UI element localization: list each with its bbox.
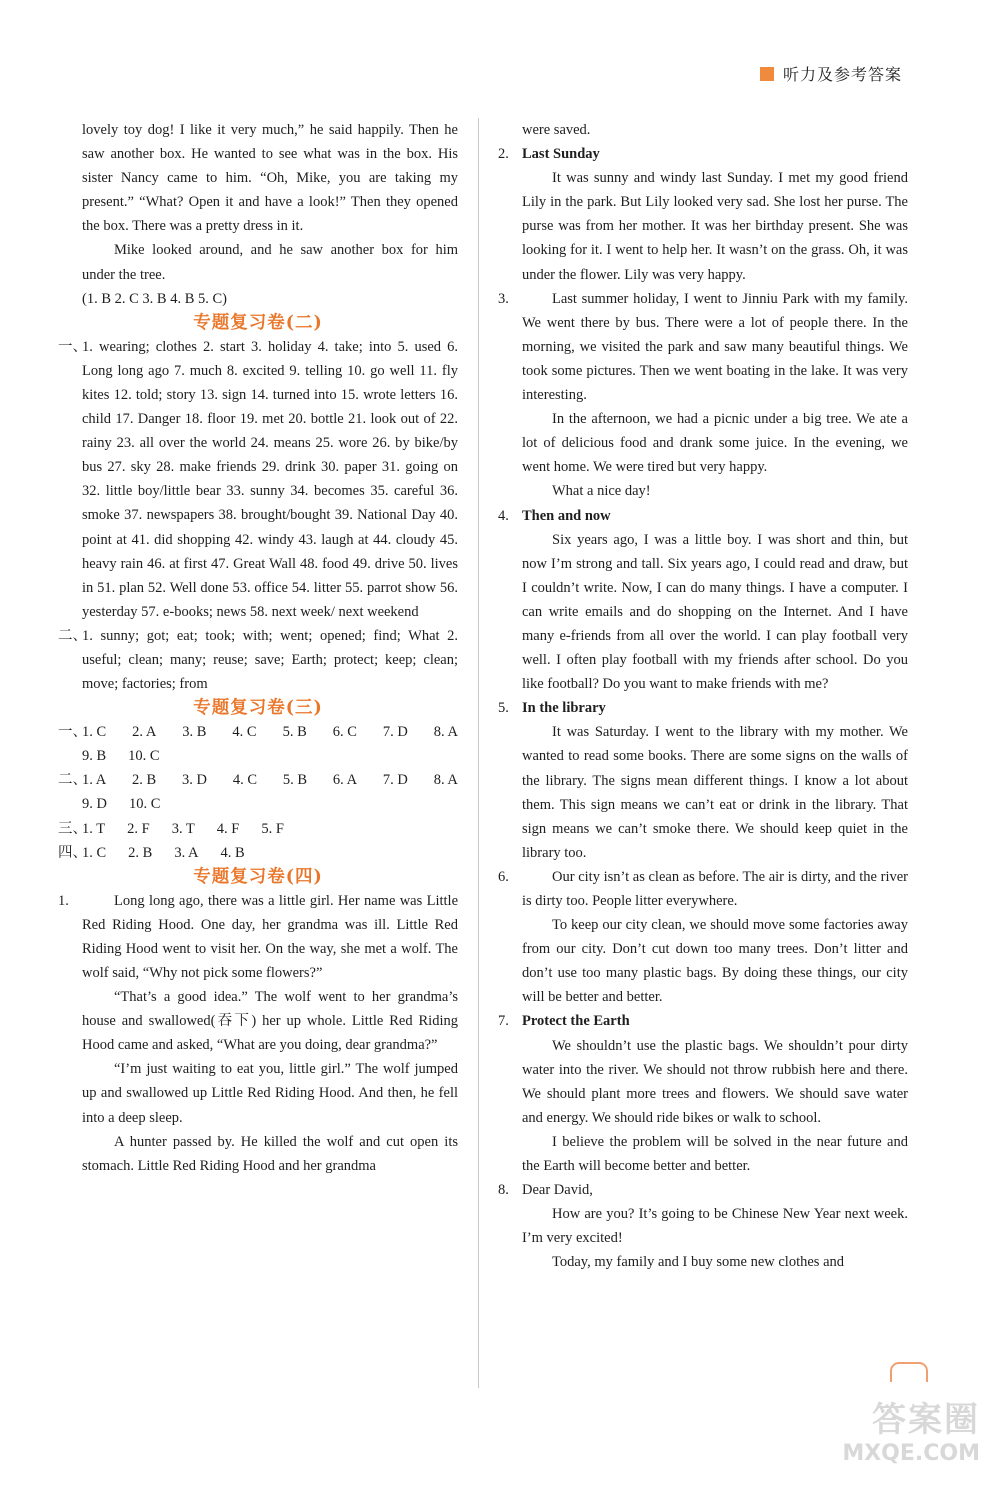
answer-item: 5. B <box>282 772 308 789</box>
story-paragraph-row <box>498 1202 908 1250</box>
item-number <box>498 407 522 479</box>
item-number: 1. <box>58 892 69 909</box>
page-number-badge <box>890 1362 928 1382</box>
answer-item: 6. A <box>332 772 358 789</box>
story-continuation: lovely toy dog! I like it very much,” he said happily. Then he saw another box. He wanted to see what was in the box. His sister Nancy came to him. “Oh, Mike, you are taking my present.” “What? Open it and have a look!” Then they opened the box. There was a pretty dress in it. <box>82 122 458 235</box>
item-number <box>498 1130 522 1178</box>
item-number: 8. <box>498 1182 509 1199</box>
story-paragraph-row <box>498 1034 908 1130</box>
answer-row <box>58 817 458 841</box>
answer-key: (1. B 2. C 3. B 4. B 5. C) <box>82 290 228 307</box>
story-paragraph: Long long ago, there was a little girl. Her name was Little Red Riding Hood. One day, her grandma was ill. Little Red Riding Hood went to visit her. On the way, she met a wolf. The wolf said, “Why not pick some flowers?” <box>82 892 458 981</box>
story-paragraph-row <box>498 166 908 286</box>
answer-row <box>58 768 458 792</box>
answer-item: 4. B <box>220 844 245 861</box>
story-paragraph: Six years ago, I was a little boy. I was short and thin, but now I’m strong and tall. Six years ago, I could read and draw, but I couldn’t write. Now, I can do many things. I have a computer. I can write emails and do shopping on the Internet. And I have many e-friends from all over the world. I can play football very well. I often play football with my friends after school. Do you like football? Do you want to make friends with me? <box>522 531 908 693</box>
answer-item: 4. F <box>216 820 240 837</box>
item-number <box>498 1250 522 1274</box>
answer-item: 7. D <box>382 772 408 789</box>
story-paragraph: We shouldn’t use the plastic bags. We shouldn’t pour dirty water into the river. We should not throw rubbish here and there. We should plant more trees and flowers. We should save water and energy. We should ride bikes or walk to school. <box>522 1037 908 1126</box>
item-number: 7. <box>498 1013 509 1030</box>
story-continuation: were saved. <box>522 122 591 138</box>
story-paragraph: To keep our city clean, we should move some factories away from our city. Don’t cut down too many trees. Don’t litter and don’t use too many plastic bags. By doing these things, our city will be better and better. <box>522 917 908 1006</box>
answer-item: 8. A <box>433 724 458 741</box>
answer-row <box>58 744 458 768</box>
story-heading-row <box>498 696 908 720</box>
story-paragraph-row <box>498 528 908 697</box>
item-number <box>498 166 522 286</box>
story-heading-row <box>498 1009 908 1033</box>
item-number <box>498 1034 522 1130</box>
right-column <box>498 118 908 1275</box>
left-column <box>58 118 458 1178</box>
item-number: 5. <box>498 700 509 717</box>
answer-item: 2. B <box>128 844 153 861</box>
story-heading-row <box>498 1178 908 1202</box>
part-label: 一、 <box>58 338 87 355</box>
row-label: 四、 <box>58 844 87 861</box>
story-paragraph: How are you? It’s going to be Chinese New Year next week. I’m very excited! <box>522 1206 908 1247</box>
story-title: In the library <box>522 700 606 717</box>
item-number: 4. <box>498 507 509 524</box>
story-title: Dear David, <box>522 1182 593 1199</box>
watermark-url: MXQE.COM <box>842 1441 980 1466</box>
row-label <box>58 792 82 816</box>
item-number: 6. <box>498 868 509 885</box>
row-label <box>58 744 82 768</box>
answer-item: 10. C <box>128 748 160 765</box>
answer-item: 9. D <box>82 796 107 813</box>
answer-item: 5. F <box>261 820 284 837</box>
section-title-3: 专题复习卷(三) <box>193 698 323 719</box>
story-paragraph: “That’s a good idea.” The wolf went to her grandma’s house and swallowed(吞下) her up whole. Little Red Riding Hood came and asked, “What are you doing, dear grandma?” <box>82 989 458 1054</box>
answer-row <box>58 792 458 816</box>
item-number <box>498 479 522 503</box>
answer-item: 1. A <box>82 772 107 789</box>
answer-rows <box>58 720 458 865</box>
answer-row <box>58 841 458 865</box>
story-paragraph: A hunter passed by. He killed the wolf and cut open its stomach. Little Red Riding Hood and her grandma <box>82 1133 458 1174</box>
story-paragraph: In the afternoon, we had a picnic under a big tree. We ate a lot of delicious food and drank some juice. In the evening, we went home. We were tired but very happy. <box>522 411 908 476</box>
orange-square-icon <box>760 67 774 81</box>
header-title: 听力及参考答案 <box>782 65 902 84</box>
answer-item: 7. D <box>382 724 408 741</box>
watermark <box>842 1392 980 1466</box>
story-item-1 <box>58 889 458 1178</box>
story-title: Then and now <box>522 507 611 524</box>
story-paragraph-row <box>498 1250 908 1274</box>
story-paragraph: What a nice day! <box>552 483 651 500</box>
story-paragraph: It was sunny and windy last Sunday. I met my good friend Lily in the park. But Lily looked very sad. She lost her purse. The purse was from her mother. It was her birthday present. She was looking for it. I went to help her. It wasn’t on the grass. Oh, it was under the flower. Lily was very happy. <box>522 170 908 283</box>
page-header <box>760 62 902 85</box>
answer-item: 6. C <box>332 724 357 741</box>
story-heading-row <box>498 142 908 166</box>
row-label: 三、 <box>58 820 87 837</box>
story-paragraph: Our city isn’t as clean as before. The air is dirty, and the river is dirty too. People litter everywhere. <box>522 868 908 909</box>
part-label: 二、 <box>58 627 87 644</box>
answer-item: 5. B <box>282 724 307 741</box>
item-number: 2. <box>498 146 509 163</box>
story-items <box>498 142 908 1274</box>
answer-item: 2. B <box>132 772 157 789</box>
answer-row <box>58 720 458 744</box>
story-paragraph-row <box>498 913 908 1009</box>
item-number <box>498 720 522 865</box>
story-paragraph-row <box>498 865 908 913</box>
answer-item: 3. A <box>174 844 199 861</box>
answer-item: 9. B <box>82 748 107 765</box>
story-paragraph-row <box>498 1130 908 1178</box>
story-paragraph-row <box>498 720 908 865</box>
answer-item: 1. C <box>82 844 107 861</box>
watermark-logo: 答案圈 <box>872 1400 980 1440</box>
story-title: Last Sunday <box>522 146 600 163</box>
answer-item: 10. C <box>128 796 161 813</box>
answer-item: 1. T <box>82 820 106 837</box>
story-paragraph-row <box>498 479 908 503</box>
item-number <box>498 913 522 1009</box>
answer-item: 3. B <box>182 724 207 741</box>
answer-item: 3. T <box>171 820 195 837</box>
section-title-2: 专题复习卷(二) <box>193 312 323 333</box>
story-paragraph-row <box>498 407 908 479</box>
story-heading-row <box>498 504 908 528</box>
answer-item: 3. D <box>182 772 208 789</box>
story-title: Protect the Earth <box>522 1013 630 1030</box>
answer-item: 1. C <box>82 724 107 741</box>
answer-item: 4. C <box>232 772 258 789</box>
story-paragraph: I believe the problem will be solved in the near future and the Earth will become better and better. <box>522 1133 908 1175</box>
row-label: 一、 <box>58 724 87 741</box>
part-text: 1. wearing; clothes 2. start 3. holiday 4. take; into 5. used 6. Long long ago 7. much 8. excited 9. telling 10. go well 11. fly kites 12. told; story 13. sign 14. turned into 15. wrote letters 16. child 17. Danger 18. floor 19. met 20. bottle 21. look out of 22. rainy 23. all over the world 24. means 25. wore 26. by bike/by bus 27. sky 28. make friends 29. drink 30. paper 31. going on 32. little boy/little bear 33. sunny 34. becomes 35. careful 36. smoke 37. newspapers 38. brought/bought 39. National Day 40. point at 41. did shopping 42. windy 43. laugh at 44. cloudy 45. heavy rain 46. at first 47. Great Wall 48. food 49. drive 50. lives in 51. plan 52. Well done 53. office 54. litter 55. parrot show 56. yesterday 57. e-books; news 58. next week/ next weekend <box>82 338 458 620</box>
section2-part1 <box>58 335 458 624</box>
section2-part2 <box>58 624 458 696</box>
item-number <box>498 528 522 697</box>
story-paragraph: It was Saturday. I went to the library with my mother. We wanted to read some books. There are some signs on the walls of the library. The signs mean different things. I know a lot about them. This sign means we can’t eat or drink in the library. That sign means we can’t smoke there. We should keep quiet in the library too. <box>522 724 908 861</box>
story-paragraph: Mike looked around, and he saw another box for him under the tree. <box>82 242 458 283</box>
answer-item: 2. A <box>132 724 157 741</box>
story-paragraph-row <box>498 287 908 407</box>
answer-item: 4. C <box>232 724 257 741</box>
story-paragraph: “I’m just waiting to eat you, little girl.” The wolf jumped up and swallowed up Little Red Riding Hood. And then, he fell into a deep sleep. <box>82 1061 458 1126</box>
section-title-4: 专题复习卷(四) <box>193 866 323 887</box>
story-paragraph: Last summer holiday, I went to Jinniu Park with my family. We went there by bus. There were a lot of people there. In the morning, we visited the park and saw many beautiful things. We took some pictures. Then we went boating in the lake. It was very interesting. <box>522 290 908 404</box>
item-number: 3. <box>498 290 509 307</box>
row-label: 二、 <box>58 772 87 789</box>
column-divider <box>478 118 479 1388</box>
story-paragraph: Today, my family and I buy some new clothes and <box>552 1254 845 1271</box>
answer-item: 8. A <box>433 772 458 789</box>
answer-item: 2. F <box>127 820 150 837</box>
item-number <box>498 1202 522 1250</box>
part-text: 1. sunny; got; eat; took; with; went; opened; find; What 2. useful; clean; many; reuse; save; Earth; protect; keep; clean; move; factories; from <box>82 627 458 693</box>
